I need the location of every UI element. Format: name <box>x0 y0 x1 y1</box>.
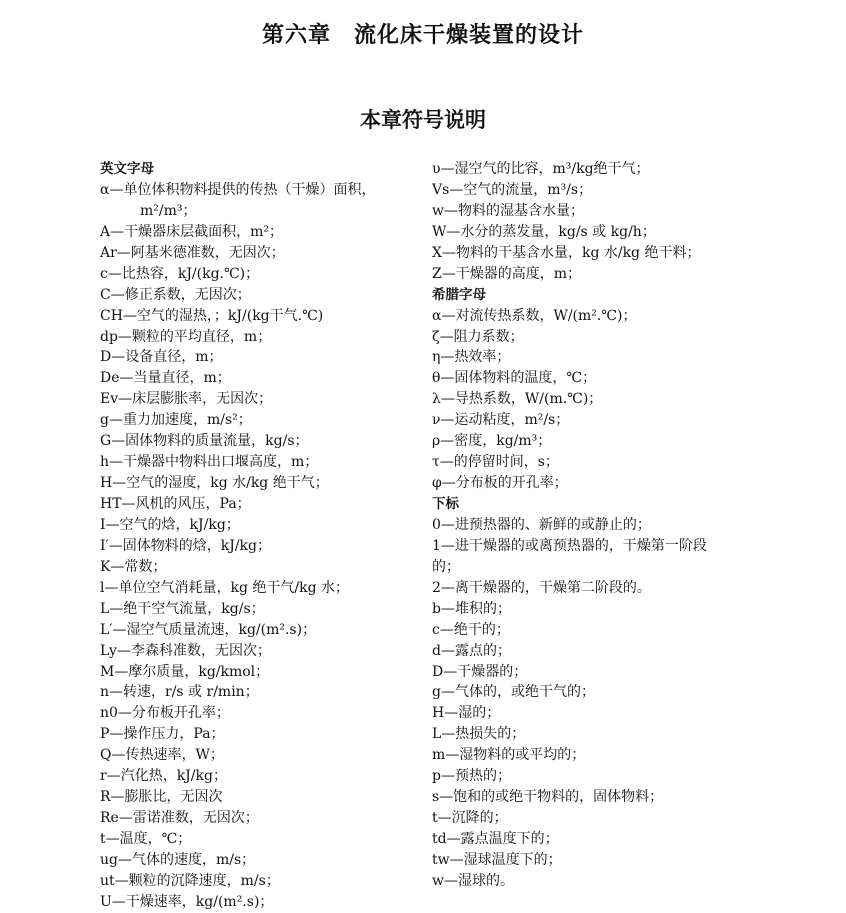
symbol-entry: A—干燥器床层截面积，m²； <box>100 223 283 240</box>
left-symbol-column <box>100 159 425 913</box>
section-heading: 下标 <box>432 496 459 512</box>
symbol-entry: Z—干燥器的高度，m； <box>432 265 582 282</box>
symbol-entry: ρ—密度，kg/m³； <box>432 433 552 450</box>
symbol-entry: CH—空气的湿热，；kJ/(kg干气.℃) <box>100 307 324 324</box>
symbol-entry: H—湿的； <box>432 705 501 722</box>
symbol-entry: ug—气体的速度，m/s； <box>100 851 256 868</box>
symbol-entry: Ly—李森科准数，无因次； <box>100 642 271 659</box>
symbol-entry: L—绝干空气流量，kg/s； <box>100 600 265 617</box>
symbol-entry: 2—离干燥器的，干燥第二阶段的。 <box>432 579 651 596</box>
symbol-entry: α—单位体积物料提供的传热（干燥）面积， <box>100 181 376 198</box>
symbol-entry: R—膨胀比，无因次 <box>100 789 223 806</box>
symbol-entry: w—湿球的。 <box>432 872 514 889</box>
symbol-entry: K—常数； <box>100 558 167 575</box>
symbol-entry: h—干燥器中物料出口堰高度，m； <box>100 454 319 471</box>
symbol-entry: D—设备直径，m； <box>100 349 223 366</box>
symbol-entry: α—对流传热系数，W/(m².℃)； <box>432 307 637 324</box>
symbol-entry: τ—的停留时间，s； <box>432 454 559 471</box>
symbol-entry: U—干燥速率，kg/(m².s)； <box>100 893 274 910</box>
symbol-entry: W—水分的蒸发量，kg/s 或 kg/h； <box>432 223 656 240</box>
symbol-entry: Ar—阿基米德准数，无因次； <box>100 244 285 261</box>
section-heading: 英文字母 <box>100 161 154 177</box>
symbol-entry: s—饱和的或绝干物料的，固体物料； <box>432 789 664 806</box>
symbol-entry: n0—分布板开孔率； <box>100 705 230 722</box>
symbol-entry: tw—湿球温度下的； <box>432 851 562 868</box>
symbol-entry: c—绝干的； <box>432 621 510 638</box>
chapter-title: 第六章 流化床干燥装置的设计 <box>261 22 584 48</box>
symbol-entry: g—气体的，或绝干气的； <box>432 684 595 701</box>
symbol-entry: Vs—空气的流量，m³/s； <box>432 181 593 198</box>
symbol-entry: m—湿物料的或平均的； <box>432 747 586 764</box>
symbol-entry: υ—湿空气的比容，m³/kg绝干气； <box>432 161 650 177</box>
symbol-entry: M—摩尔质量，kg/kmol； <box>100 663 270 680</box>
symbol-entry: t—温度，℃； <box>100 831 192 847</box>
symbol-entry: ν—运动粘度，m²/s； <box>432 412 570 429</box>
symbol-entry: b—堆积的； <box>432 600 511 617</box>
symbol-entry: 1—进干燥器的或离预热器的，干燥第一阶段 <box>432 537 707 554</box>
symbol-entry: H—空气的湿度，kg 水/kg 绝干气； <box>100 475 329 492</box>
symbol-entry: g—重力加速度，m/s²； <box>100 412 252 429</box>
symbol-entry: I—空气的焓，kJ/kg； <box>100 516 240 533</box>
symbol-entry: w—物料的湿基含水量； <box>432 202 584 219</box>
symbol-entry: td—露点温度下的； <box>432 831 559 847</box>
symbol-entry: dp—颗粒的平均直径，m； <box>100 328 272 345</box>
symbol-entry: θ—固体物料的温度，℃； <box>432 370 597 387</box>
symbol-entry: L—热损失的； <box>432 726 526 743</box>
symbol-entry: P—操作压力，Pa； <box>100 726 225 743</box>
symbol-entry: C—修正系数，无因次； <box>100 286 251 303</box>
symbol-entry: φ—分布板的开孔率； <box>432 475 568 492</box>
symbol-entry: 的； <box>432 558 460 575</box>
section-title: 本章符号说明 <box>360 107 486 132</box>
right-symbol-column <box>432 159 762 892</box>
symbol-entry: d—露点的； <box>432 642 511 659</box>
symbol-entry: Ev—床层膨胀率，无因次； <box>100 391 273 408</box>
symbol-entry: λ—导热系数，W/(m.℃)； <box>432 391 603 408</box>
symbol-entry: r—汽化热，kJ/kg； <box>100 768 227 785</box>
symbol-entry: t—沉降的； <box>432 810 508 827</box>
symbol-entry: ζ—阻力系数； <box>432 328 524 345</box>
symbol-entry: D—干燥器的； <box>432 663 528 680</box>
symbol-entry: m²/m³； <box>140 202 197 219</box>
symbol-entry: η—热效率； <box>432 349 511 366</box>
symbol-entry: I′—固体物料的焓，kJ/kg； <box>100 537 271 554</box>
symbol-entry: p—预热的； <box>432 768 511 785</box>
symbol-entry: X—物料的干基含水量，kg 水/kg 绝干料； <box>432 244 701 261</box>
symbol-entry: L′—湿空气质量流速，kg/(m².s)； <box>100 621 317 638</box>
symbol-entry: Q—传热速率，W； <box>100 747 224 764</box>
symbol-entry: ut—颗粒的沉降速度，m/s； <box>100 872 280 889</box>
symbol-entry: Re—雷诺准数，无因次； <box>100 810 259 827</box>
symbol-entry: 0—进预热器的、新鲜的或静止的； <box>432 516 651 533</box>
symbol-entry: HT—风机的风压，Pa； <box>100 496 251 512</box>
symbol-entry: n—转速，r/s 或 r/min； <box>100 684 259 701</box>
symbol-entry: c—比热容，kJ/(kg.℃)； <box>100 265 260 282</box>
symbol-entry: G—固体物料的质量流量，kg/s； <box>100 433 309 450</box>
section-heading: 希腊字母 <box>432 286 486 303</box>
symbol-entry: l—单位空气消耗量，kg 绝干气/kg 水； <box>100 579 349 596</box>
symbol-entry: De—当量直径，m； <box>100 370 231 387</box>
